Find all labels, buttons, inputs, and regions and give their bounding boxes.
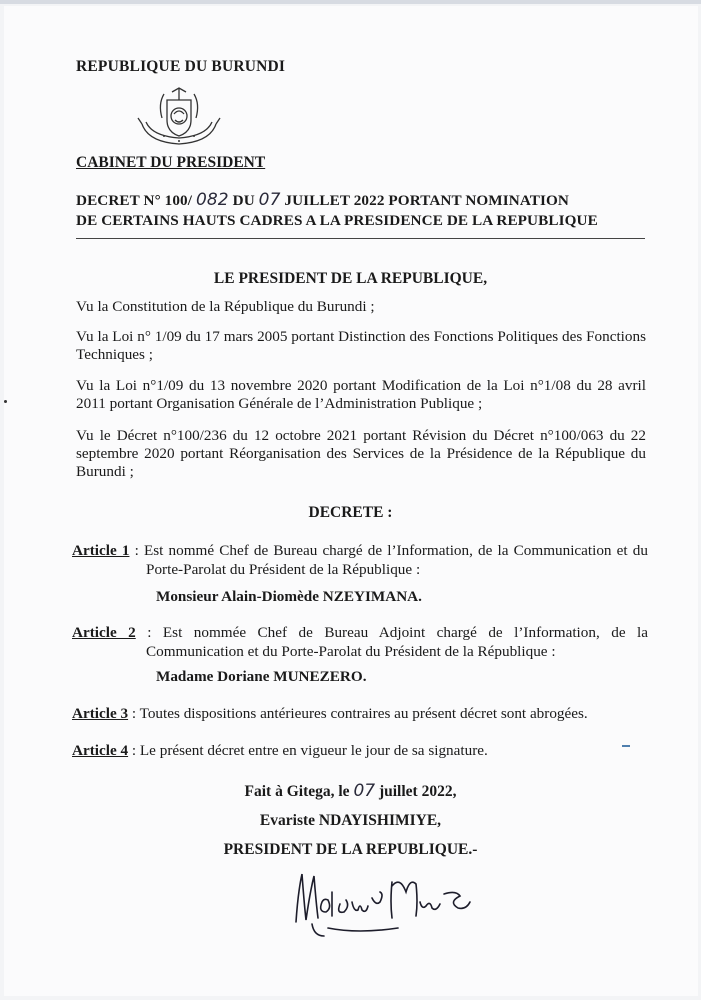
vu-paragraph-2: Vu la Loi n° 1/09 du 17 mars 2005 portant Distinction des Fonctions Politiques des Fonctions Techniques ; — [76, 328, 646, 363]
decree-number-handwritten: 082 — [195, 190, 229, 210]
vu-paragraph-1: Vu la Constitution de la République du Burundi ; — [76, 298, 375, 315]
vu-paragraph-4: Vu le Décret n°100/236 du 12 octobre 2021 portant Révision du Décret n°100/063 du 22 septembre 2020 portant Réorganisation des Services de la Présidence de la République du Burundi ; — [76, 427, 646, 480]
president-heading: LE PRESIDENT DE LA REPUBLIQUE, — [213, 270, 488, 287]
handwritten-signature — [288, 862, 478, 942]
place-suffix: juillet 2022, — [378, 783, 457, 800]
place-prefix: Fait à Gitega, le — [244, 783, 350, 800]
article-2-text: Est nommée Chef de Bureau Adjoint chargé de l’Information, de la Communication et du Porte-Parolat du Président de la République : — [146, 624, 648, 660]
decree-title-prefix: DECRET N° 100/ — [76, 192, 193, 209]
decree-title-line1-rest: JUILLET 2022 PORTANT NOMINATION — [284, 192, 569, 209]
title-divider — [76, 238, 645, 239]
cabinet-heading: CABINET DU PRESIDENT — [76, 154, 266, 171]
decrete-heading: DECRETE : — [308, 504, 393, 521]
signature-day-handwritten: 07 — [353, 781, 376, 801]
page-top-border — [0, 0, 701, 4]
coat-of-arms-emblem — [134, 84, 224, 152]
decree-title-line2: DE CERTAINS HAUTS CADRES A LA PRESIDENCE DE LA REPUBLIQUE — [76, 212, 598, 229]
ink-mark — [622, 745, 630, 747]
article-1-label: Article 1 — [72, 542, 130, 559]
article-3-text: Toutes dispositions antérieures contraires au présent décret sont abrogées. — [139, 705, 588, 722]
scan-speck — [4, 400, 7, 403]
place-date-line — [0, 781, 701, 801]
article-1-nominee: Monsieur Alain-Diomède NZEYIMANA. — [156, 588, 422, 605]
signatory-name: Evariste NDAYISHIMIYE, — [259, 812, 442, 829]
decree-title-du: DU — [232, 192, 255, 209]
article-2: Article 2 : Est nommée Chef de Bureau Adjoint chargé de l’Information, de la Communication et du Porte-Parolat du Président de la République : — [72, 624, 648, 660]
article-3: Article 3 : Toutes dispositions antérieures contraires au présent décret sont abrogées. — [72, 705, 588, 722]
article-2-nominee: Madame Doriane MUNEZERO. — [156, 668, 367, 685]
republic-header: REPUBLIQUE DU BURUNDI — [76, 58, 286, 75]
article-4-text: Le présent décret entre en vigueur le jour de sa signature. — [139, 742, 488, 759]
decree-day-handwritten: 07 — [258, 190, 281, 210]
article-3-label: Article 3 — [72, 705, 129, 722]
article-4-label: Article 4 — [72, 742, 129, 759]
article-1-text: Est nommé Chef de Bureau chargé de l’Information, de la Communication et du Porte-Parolat du Président de la République : — [143, 542, 648, 578]
article-1: Article 1 : Est nommé Chef de Bureau chargé de l’Information, de la Communication et du Porte-Parolat du Président de la République : — [72, 542, 648, 578]
vu-paragraph-3: Vu la Loi n°1/09 du 13 novembre 2020 portant Modification de la Loi n°1/08 du 28 avril 2011 portant Organisation Générale de l’Administration Publique ; — [76, 377, 646, 412]
article-2-label: Article 2 — [72, 624, 136, 641]
signatory-role: PRESIDENT DE LA REPUBLIQUE.- — [223, 841, 478, 858]
decree-title — [76, 190, 648, 231]
article-4: Article 4 : Le présent décret entre en vigueur le jour de sa signature. — [72, 742, 488, 759]
